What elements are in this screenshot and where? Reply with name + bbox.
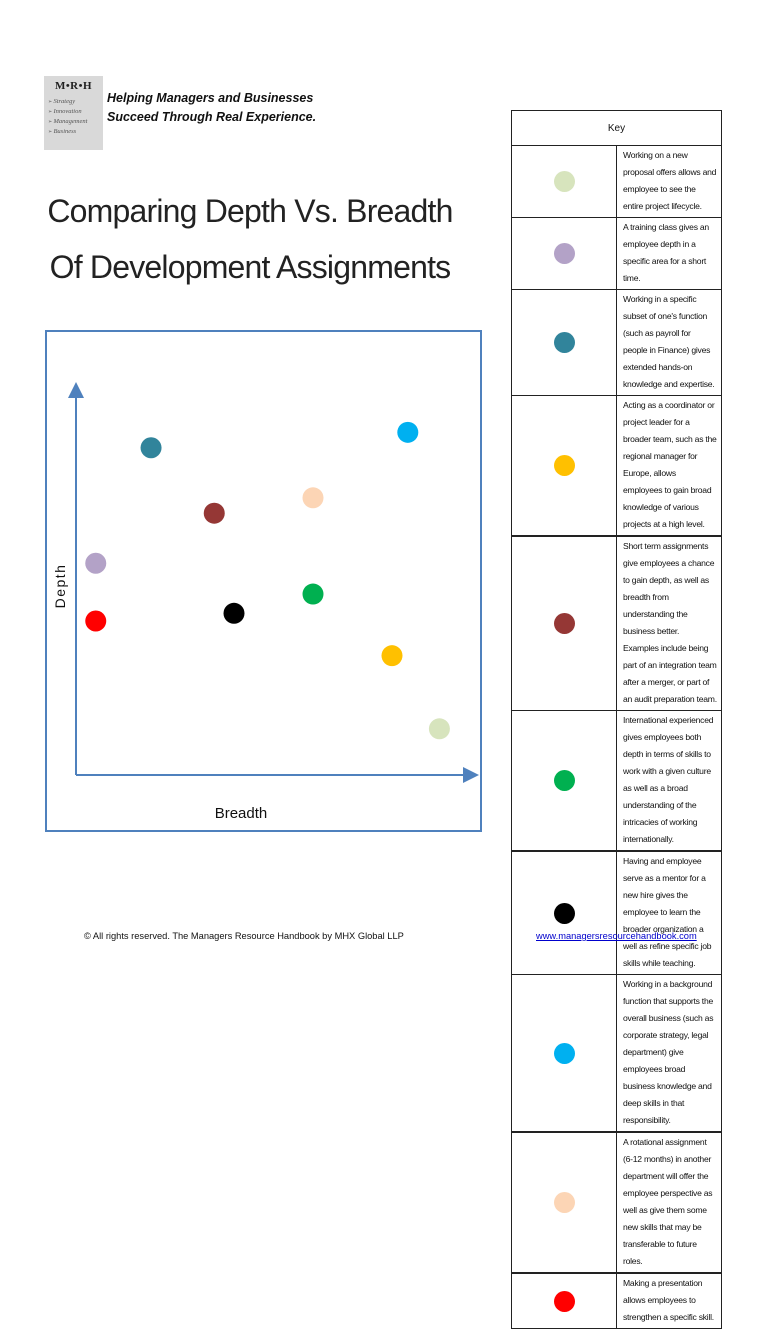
logo-item: ➢ Management	[48, 117, 87, 127]
key-row	[512, 1273, 722, 1329]
key-text: Working in a specific subset of one's function (such as payroll for people in Finance) gives extended hands-on knowledge and expertise.	[617, 290, 722, 396]
key-row	[512, 146, 722, 218]
data-point-3	[141, 437, 162, 458]
key-text: A rotational assignment (6-12 months) in another department will offer the employee perspective as well as give them some new skills that may be transferable to future roles.	[617, 1132, 722, 1273]
points-layer	[85, 422, 450, 739]
tagline-line-1: Helping Managers and Businesses	[107, 91, 314, 105]
website-link[interactable]: www.managersresourcehandbook.com	[536, 931, 697, 941]
y-axis-label: Depth	[52, 563, 68, 609]
key-text: Having and employee serve as a mentor for a new hire gives the employee to learn the broader organization a well as refine specific job skills while teaching.	[617, 851, 722, 975]
data-point-7	[224, 603, 245, 624]
swatch-icon	[554, 770, 575, 791]
logo-title: M•R•H	[54, 80, 93, 92]
x-axis-label: Breadth	[214, 805, 268, 822]
data-point-4	[382, 645, 403, 666]
key-row	[512, 536, 722, 711]
key-text: Making a presentation allows employees to strengthen a specific skill.	[617, 1273, 722, 1329]
logo-item: ➢ Innovation	[48, 107, 87, 117]
key-table	[511, 110, 722, 1329]
page-title: Comparing Depth Vs. Breadth Of Development Assignments	[47, 193, 453, 285]
data-point-10	[85, 611, 106, 632]
key-row	[512, 396, 722, 537]
data-point-6	[303, 584, 324, 605]
logo	[44, 76, 103, 150]
key-text: Working on a new proposal offers allows and employee to see the entire project lifecycle.	[617, 146, 722, 218]
key-row	[512, 975, 722, 1133]
chart-frame	[45, 330, 482, 832]
swatch-icon	[554, 171, 575, 192]
logo-list	[48, 97, 87, 137]
key-text: A training class gives an employee depth in a specific area for a short time.	[617, 218, 722, 290]
swatch-icon	[554, 332, 575, 353]
tagline-line-2: Succeed Through Real Experience.	[107, 110, 317, 124]
swatch-icon	[554, 455, 575, 476]
swatch-icon	[554, 243, 575, 264]
key-row	[512, 1132, 722, 1273]
copyright-text: © All rights reserved. The Managers Resource Handbook by MHX Global LLP	[84, 931, 404, 941]
key-row	[512, 851, 722, 975]
key-text: Working in a background function that supports the overall business (such as corporate strategy, legal department) give employees broad business knowledge and deep skills in that responsibility.	[617, 975, 722, 1133]
logo-item: ➢ Strategy	[48, 97, 87, 107]
key-text: Acting as a coordinator or project leader for a broader team, such as the regional manager for Europe, allows employees to gain broad knowledge of various projects at a high level.	[617, 396, 722, 537]
scatter-chart	[47, 332, 480, 830]
logo-item: ➢ Business	[48, 127, 87, 137]
swatch-icon	[554, 1291, 575, 1312]
key-row	[512, 290, 722, 396]
key-header: Key	[512, 111, 722, 146]
data-point-2	[85, 553, 106, 574]
swatch-icon	[554, 613, 575, 634]
key-text: Short term assignments give employees a chance to gain depth, as well as breadth from understanding the business better. Examples include being part of an integration team after a merger, or part of an audit preparation team.	[617, 536, 722, 711]
tagline	[107, 89, 316, 127]
key-text: International experienced gives employees both depth in terms of skills to work with a given culture as well as a broad understanding of the intricacies of working internationally.	[617, 711, 722, 852]
swatch-icon	[554, 1043, 575, 1064]
data-point-5	[204, 503, 225, 524]
data-point-1	[429, 718, 450, 739]
key-row	[512, 218, 722, 290]
key-row	[512, 711, 722, 852]
swatch-icon	[554, 1192, 575, 1213]
data-point-9	[303, 487, 324, 508]
data-point-8	[397, 422, 418, 443]
swatch-icon	[554, 903, 575, 924]
